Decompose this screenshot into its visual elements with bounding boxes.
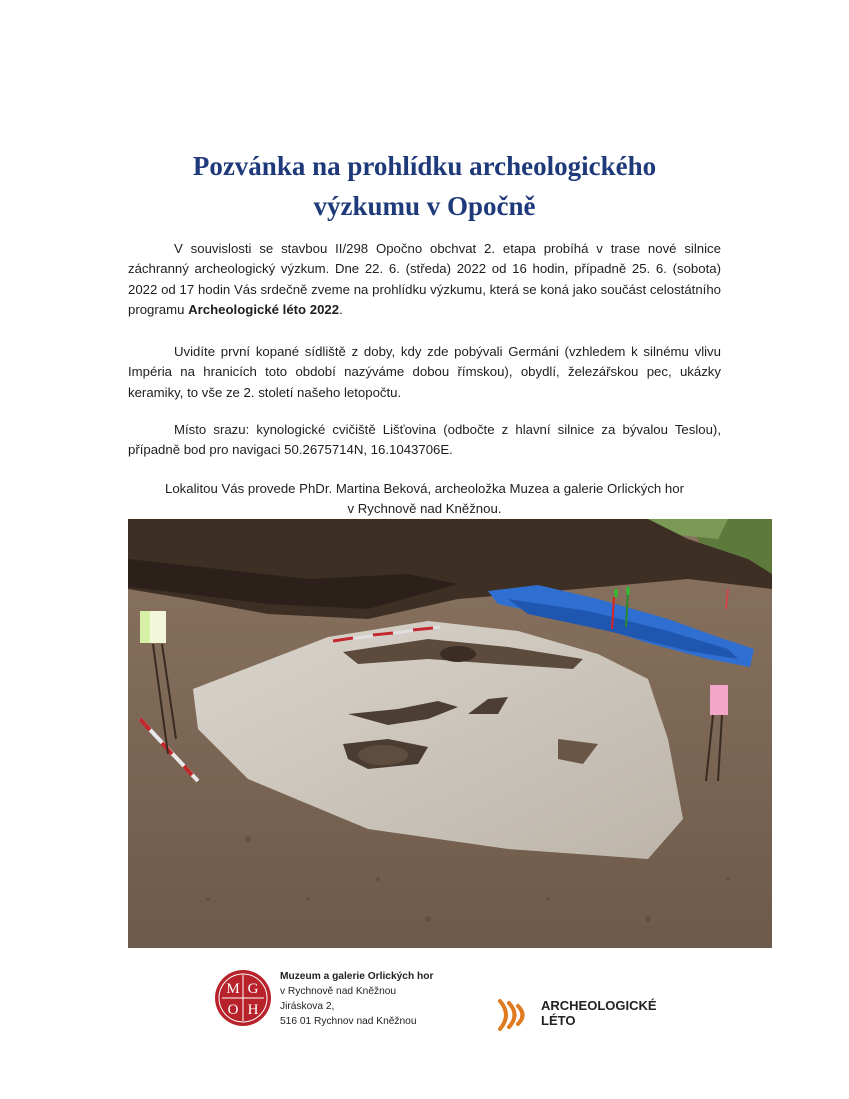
page-title: [128, 146, 721, 226]
al-line-1: ARCHEOLOGICKÉ: [541, 998, 657, 1013]
guide-line-1: Lokalitou Vás provede PhDr. Martina Beková, archeoložka Muzea a galerie Orlických hor: [165, 481, 684, 496]
paragraph-intro-end: .: [339, 301, 343, 317]
title-line-1: Pozvánka na prohlídku archeologického: [192, 151, 657, 181]
svg-text:O: O: [227, 1002, 239, 1018]
museum-zip-city: 516 01 Rychnov nad Kněžnou: [280, 1016, 417, 1027]
museum-street: Jiráskova 2,: [280, 1001, 335, 1012]
paragraph-guide: [128, 479, 721, 520]
svg-text:H: H: [247, 1002, 259, 1018]
svg-text:G: G: [247, 981, 259, 997]
footer: [0, 965, 849, 1075]
al-line-2: LÉTO: [541, 1013, 576, 1028]
excavation-photo: [128, 519, 772, 948]
museum-city: v Rychnově nad Kněžnou: [280, 986, 397, 997]
archeologicke-leto-logo-icon: [496, 995, 536, 1035]
archeologicke-leto-logo-text: [541, 998, 657, 1028]
paragraph-findings: Uvidíte první kopané sídliště z doby, kdy zde pobývali Germáni (vzhledem k silnému vlivu Impéria na hranicích toto období nazýváme dobou římskou), obydlí, železářskou pec, ukázky keramiky, to vše ze 2. století našeho letopočtu.: [128, 344, 721, 400]
mgoh-logo-icon: [214, 969, 272, 1027]
paragraph-intro: [128, 239, 721, 320]
program-name: Archeologické léto 2022: [188, 301, 340, 317]
museum-address: [280, 969, 433, 1029]
paragraph-meeting-point: Místo srazu: kynologické cvičiště Lišťovina (odbočte z hlavní silnice za bývalou Teslou), případně bod pro navigaci 50.2675714N, 16.1043706E.: [128, 422, 721, 458]
museum-name: Muzeum a galerie Orlických hor: [280, 971, 434, 982]
guide-line-2: v Rychnově nad Kněžnou.: [347, 501, 502, 517]
title-line-2: výzkumu v Opočně: [313, 191, 536, 221]
svg-text:M: M: [226, 981, 240, 997]
paragraph-intro-text: V souvislosti se stavbou II/298 Opočno obchvat 2. etapa probíhá v trase nové silnice záchranný archeologický výzkum. Dne 22. 6. (středa) 2022 od 16 hodin, případně 25. 6. (sobota) 2022 od 17 hodin Vás srdečně zveme na prohlídku výzkumu, která se koná jako součást celostátního programu: [128, 241, 721, 317]
